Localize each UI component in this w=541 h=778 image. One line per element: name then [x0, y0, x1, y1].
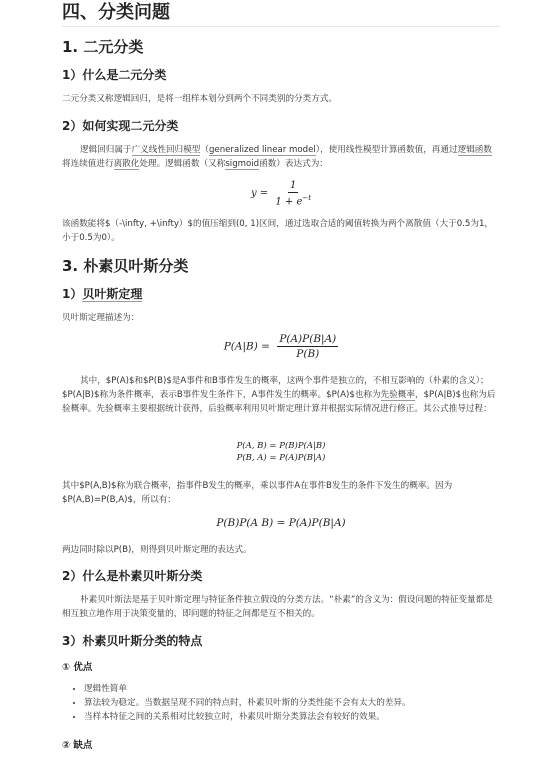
cons-heading: ② 缺点 [62, 740, 93, 751]
binary-classification-heading: 1. 二元分类 [62, 38, 144, 56]
bayes-explanation-block [62, 374, 500, 416]
joint-text-block [62, 479, 500, 507]
naive-bayes-definition: 朴素贝叶斯法是基于贝叶斯定理与特征条件独立假设的分类方法。“朴素”的含义为：假设问题的特征变量都是相互独立地作用于决策变量的，即问题的特征之间都是互不相关的。 [62, 595, 493, 619]
what-is-naive-bayes-heading: 2）什么是朴素贝叶斯分类 [62, 569, 203, 583]
bayes-theorem-heading [62, 285, 500, 302]
nb-heading-block [62, 255, 500, 276]
what-is-binary-heading: 1）什么是二元分类 [62, 68, 167, 82]
q3-nb-block [62, 632, 500, 649]
denominator-exponent: −t [302, 194, 312, 202]
logistic-function-link[interactable]: 逻辑函数 [457, 145, 492, 155]
logistic-regression-paragraph [62, 143, 500, 171]
joint-probability-formulas [62, 440, 500, 464]
section-title [62, 0, 500, 27]
text-run: 其中，$P(A)$和$P(B)$是A事件和B事件发生的概率，这两个事件是独立的，不相互影响的（朴素的含义）；$P(A|B)$称为条件概率，表示B事件发生条件下，A事件发生的概率。$P(A)$也称为 [62, 376, 489, 400]
formula-line: P(B, A) = P(A)P(B|A) [236, 453, 326, 463]
text-run: （ [200, 145, 209, 155]
bayes-desc-block [62, 311, 500, 325]
naive-bayes-features-heading: 3）朴素贝叶斯分类的特点 [62, 634, 203, 648]
formula-lhs: P(A|B) = [223, 340, 270, 353]
equality-formula [62, 517, 500, 529]
prior-probability-link[interactable]: 先验概率 [380, 390, 415, 400]
naive-bayes-heading: 3. 朴素贝叶斯分类 [62, 257, 189, 275]
bayes-formula [62, 333, 500, 360]
text-run: ），使用线性模型计算函数值，再通过 [315, 145, 458, 155]
text-run: 处理。逻辑函数（又称 [139, 159, 226, 169]
pros-block [62, 659, 500, 673]
bayes-theorem-description: 贝叶斯定理描述为： [62, 313, 140, 323]
discretization-link[interactable]: 离散化 [113, 159, 140, 169]
q1-block [62, 66, 500, 83]
q2-nb-block [62, 567, 500, 584]
sigmoid-formula [62, 180, 500, 207]
p1-block [62, 92, 500, 106]
sigmoid-link[interactable]: sigmoid [225, 159, 260, 169]
p2-block [62, 143, 500, 171]
pros-list [62, 682, 500, 724]
binary-classification-heading-block [62, 36, 500, 57]
how-binary-heading: 2）如何实现二元分类 [62, 119, 179, 133]
nb-definition-block [62, 593, 500, 621]
list-item: • 算法较为稳定。当数据呈现不同的特点时，朴素贝叶斯的分类性能不会有太大的差异。 [84, 696, 500, 710]
bayes-explanation-paragraph [62, 374, 500, 416]
heading-number: 1） [62, 287, 83, 301]
fraction-denominator: P(B) [296, 348, 320, 360]
formula-lhs: y = [250, 188, 269, 200]
fraction-numerator: P(A)P(B|A) [279, 333, 337, 345]
divide-text-block [62, 543, 500, 557]
generalized-linear-model-link[interactable]: generalized linear model [208, 145, 316, 155]
pros-list-block [62, 682, 500, 724]
fraction-numerator: 1 [290, 180, 297, 191]
joint-probability-text: 其中$P(A,B)$称为联合概率，指事件B发生的概率，乘以事件A在事件B发生的条件下发生的概率。因为$P(A,B)=P(B,A)$，所以有： [62, 481, 453, 505]
formula-line: P(B)P(A B) = P(A)P(B|A) [216, 517, 346, 529]
page-title: 四、分类问题 [62, 0, 500, 27]
text-run: ，$P(A|B)$也称为后验概率。先验概率主要根据统计获得，后验概率利用贝叶斯定理计算并根据实际情况进行修正。其公式推导过程： [62, 390, 496, 414]
cons-block [62, 737, 500, 751]
text-run: 将连续值进行 [62, 159, 114, 169]
fraction [277, 333, 338, 360]
list-item: • 当样本特征之间的关系相对比较独立时，朴素贝叶斯分类算法会有较好的效果。 [84, 710, 500, 724]
p3-block [62, 217, 500, 245]
binary-definition-text: 二元分类又称逻辑回归，是将一组样本划分到两个不同类别的分类方式。 [62, 94, 338, 104]
divide-text: 两边同时除以P(B)，则得到贝叶斯定理的表达式。 [62, 545, 252, 555]
text-run: 逻辑回归属于 [80, 145, 132, 155]
glm-link[interactable]: 广义线性回归模型 [131, 145, 201, 155]
fraction-denominator [275, 193, 311, 207]
fraction [275, 180, 311, 207]
text-run: 函数）表达式为： [259, 159, 328, 169]
q2-block [62, 117, 500, 134]
pros-heading: ① 优点 [62, 662, 93, 673]
denominator-base: 1 + e [275, 196, 303, 208]
bayes-theorem-heading-block [62, 285, 500, 302]
formula-line: P(A, B) = P(B)P(A|B) [236, 441, 326, 451]
list-item: • 逻辑性简单 [84, 682, 500, 696]
bayes-theorem-link[interactable]: 贝叶斯定理 [82, 287, 143, 301]
sigmoid-range-text: 该函数能将$（-\infty, +\infty）$的值压缩到(0, 1)区间，通过选取合适的阈值转换为两个离散值（大于0.5为1，小于0.5为0）。 [62, 219, 494, 243]
